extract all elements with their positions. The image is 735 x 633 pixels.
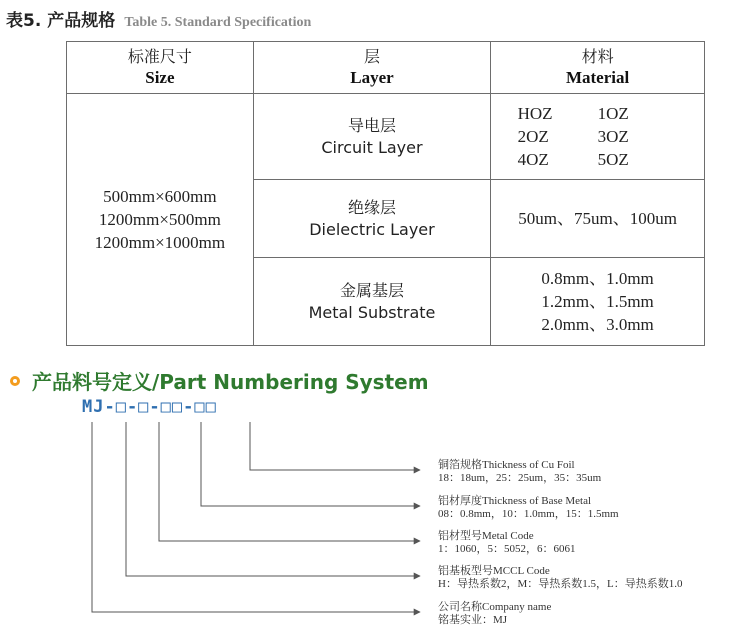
part-number-code: MJ-□-□-□□-□□ [82,397,217,417]
size-value: 1200mm×500mm [98,210,221,229]
header-layer-cn: 层 [363,46,380,66]
desc-base-metal [438,495,619,521]
connector-line-base-metal [201,422,420,506]
header-material-cn: 材料 [581,46,614,66]
header-material-en: Material [565,67,630,87]
size-value: 500mm×600mm [103,187,217,206]
layer-en: Dielectric Layer [309,219,435,239]
desc-values: 08：0.8mm，10：1.0mm，15：1.5mm [438,508,619,520]
table-title-en: Table 5. Standard Specification [124,15,312,30]
table-title-cn: 表5. 产品规格 [6,11,116,31]
layer-en: Metal Substrate [308,302,436,322]
material-value: 3OZ [597,127,629,146]
desc-title: 铝材型号Metal Code [438,530,534,542]
material-value: 2.0mm、3.0mm [541,315,654,334]
header-size-cn: 标准尺寸 [127,46,192,66]
desc-values: H：导热系数2，M：导热系数1.5，L：导热系数1.0 [438,578,683,590]
desc-title: 铝基板型号MCCL Code [438,565,550,577]
layer-cn: 绝缘层 [347,197,396,217]
material-value: 1.2mm、1.5mm [541,292,654,311]
desc-values: 1：1060，5：5052，6：6061 [438,543,576,555]
header-layer-en: Layer [350,67,394,87]
connector-line-company [92,422,420,612]
header-size-en: Size [145,67,175,87]
material-value: 1OZ [597,104,629,123]
material-value: 50um、75um、100um [518,209,677,228]
material-value: 5OZ [597,150,629,169]
layer-cn: 导电层 [347,115,396,135]
material-value: 0.8mm、1.0mm [541,269,654,288]
connector-line-mccl-code [126,422,420,576]
section-title: 产品料号定义/Part Numbering System [32,370,429,394]
material-value: 2OZ [517,127,549,146]
material-value: HOZ [517,104,553,123]
desc-company [438,601,551,627]
connector-line-cu-foil [250,422,420,470]
size-value: 1200mm×1000mm [94,233,226,252]
connector-line-metal-code [159,422,420,541]
desc-title: 公司名称Company name [438,601,552,613]
desc-title: 铝材厚度Thickness of Base Metal [438,495,592,507]
layer-en: Circuit Layer [321,137,423,157]
desc-mccl-code [438,565,682,591]
layer-cn: 金属基层 [339,280,404,300]
desc-metal-code [438,530,576,556]
material-value: 4OZ [517,150,549,169]
desc-cu-foil [438,459,601,485]
desc-values: 铭基实业：MJ [438,614,508,626]
desc-title: 铜箔规格Thickness of Cu Foil [438,459,575,471]
desc-values: 18：18um，25：25um，35：35um [438,472,602,484]
